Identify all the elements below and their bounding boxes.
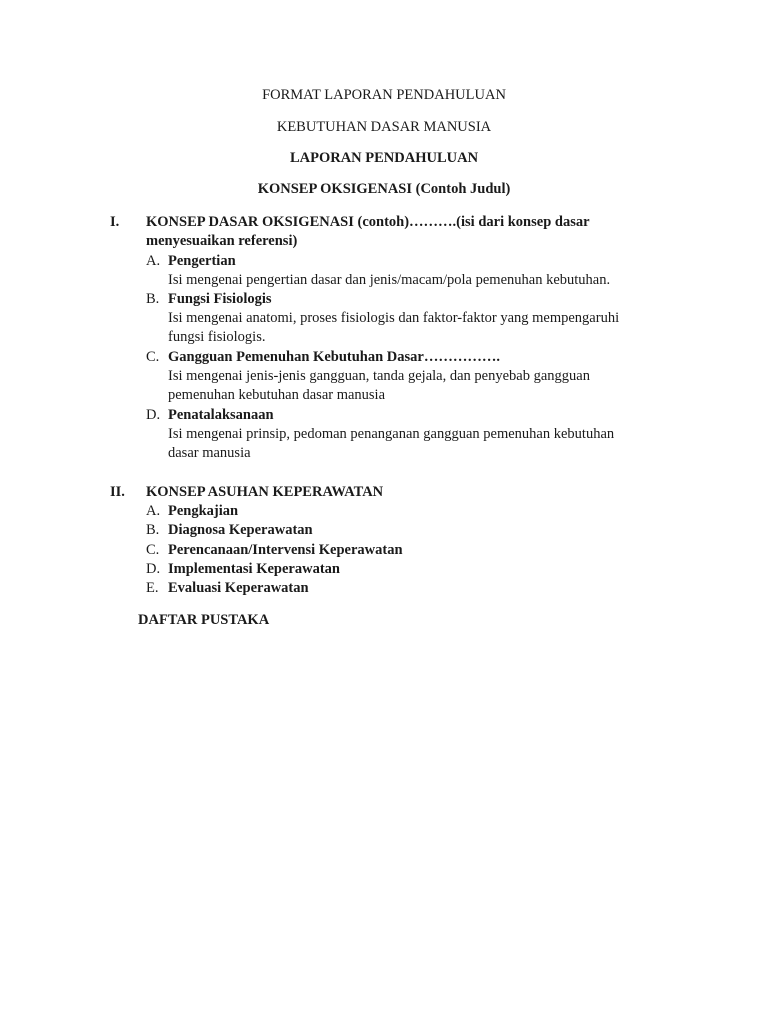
section-1-item-d-body: Isi mengenai prinsip, pedoman penanganan gangguan pemenuhan kebutuhan [168, 426, 615, 442]
section-2-item-d-label: Implementasi Keperawatan [168, 561, 340, 577]
doc-title-kebutuhan: KEBUTUHAN DASAR MANUSIA [276, 119, 492, 135]
section-2-item-c-letter: C. [146, 542, 160, 558]
doc-title-laporan: LAPORAN PENDAHULUAN [289, 150, 479, 166]
section-1-item-b-body-cont: fungsi fisiologis. [168, 329, 266, 345]
section-1-item-d-heading: Penatalaksanaan [168, 407, 274, 423]
section-1-title-cont: menyesuaikan referensi) [146, 233, 298, 249]
section-1-item-b-heading: Fungsi Fisiologis [168, 291, 272, 307]
section-1-item-c-body: Isi mengenai jenis-jenis gangguan, tanda gejala, dan penyebab gangguan [168, 368, 590, 384]
section-2-numeral: II. [110, 484, 125, 500]
section-2-item-a-letter: A. [146, 503, 161, 519]
section-2-title: KONSEP ASUHAN KEPERAWATAN [146, 484, 384, 500]
section-1-item-c-body-cont: pemenuhan kebutuhan dasar manusia [168, 387, 386, 403]
section-1-item-c-heading: Gangguan Pemenuhan Kebutuhan Dasar……………. [168, 349, 500, 365]
section-2-item-e-letter: E. [146, 580, 159, 596]
section-1-item-a-heading: Pengertian [168, 253, 236, 269]
section-1-item-c-letter: C. [146, 349, 160, 365]
section-1-item-a-body: Isi mengenai pengertian dasar dan jenis/macam/pola pemenuhan kebutuhan. [168, 272, 611, 288]
doc-title-konsep: KONSEP OKSIGENASI (Contoh Judul) [257, 181, 511, 197]
doc-title-format: FORMAT LAPORAN PENDAHULUAN [262, 87, 506, 103]
section-2-item-b-label: Diagnosa Keperawatan [168, 522, 313, 538]
section-2-item-d-letter: D. [146, 561, 161, 577]
section-1-item-b-body: Isi mengenai anatomi, proses fisiologis dan faktor-faktor yang mempengaruhi [168, 310, 620, 326]
section-1-item-d-body-cont: dasar manusia [168, 445, 251, 461]
section-1-item-a-letter: A. [146, 253, 161, 269]
section-2-item-a-label: Pengkajian [168, 503, 239, 519]
section-1-item-b-letter: B. [146, 291, 160, 307]
section-2-item-b-letter: B. [146, 522, 160, 538]
section-1-title: KONSEP DASAR OKSIGENASI (contoh)……….(isi dari konsep dasar [146, 214, 590, 230]
section-2-item-e-label: Evaluasi Keperawatan [168, 580, 309, 596]
daftar-pustaka-heading: DAFTAR PUSTAKA [138, 612, 270, 628]
section-2-item-c-label: Perencanaan/Intervensi Keperawatan [168, 542, 403, 558]
section-1-numeral: I. [110, 214, 120, 230]
section-1-item-d-letter: D. [146, 407, 161, 423]
